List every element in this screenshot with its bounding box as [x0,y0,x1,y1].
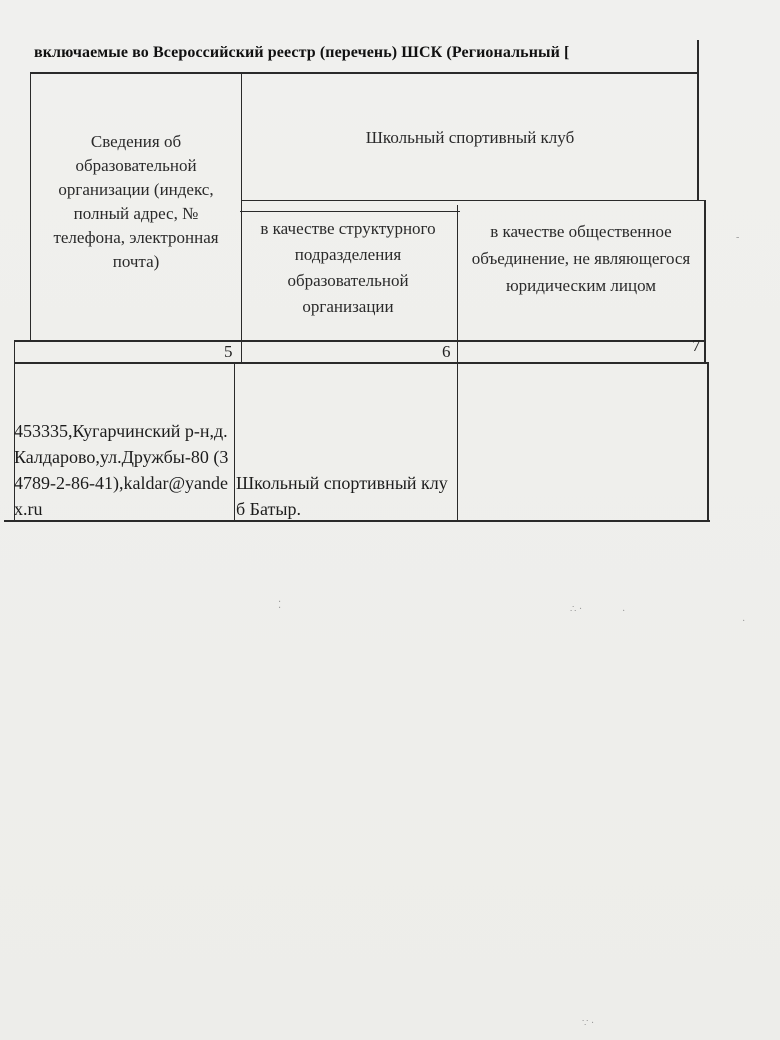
numbers-row-bottom [14,362,708,364]
col5-right-border-lower [234,362,235,520]
paper-speck: ⁚ [278,600,282,611]
header-public-association: в качестве общественное объединение, не являющегося юридическим лицом [471,222,691,295]
paper-speck: ∴ · [570,604,583,615]
column-number-6: 6 [442,342,451,361]
table-right-border [697,40,699,200]
paper-speck: · [742,616,746,627]
header-organization-info: Сведения об образовательной организации (индекс, полный адрес, № телефона, электронная почта) [53,132,219,271]
table-top-border [30,72,698,74]
organization-info-cell: 453335,Кугарчинский р-н,д.Калдарово,ул.Дружбы-80 (34789-2-86-41),kaldar@yandex.ru [14,421,229,519]
col6-right-border [457,205,458,520]
numbers-row-top [14,340,706,342]
paper-speck: - [736,232,740,243]
header-structural-unit: в качестве структурного подразделения образовательной организации [260,219,436,316]
header-school-sports-club: Школьный спортивный клуб [365,128,575,147]
paper-speck: · [622,606,626,617]
structural-unit-cell: Школьный спортивный клуб Батыр. [236,473,448,519]
document-heading: включаемые во Всероссийский реестр (перечень) ШСК (Региональный [ [34,44,570,61]
paper-speck: ∵ · [582,1018,595,1029]
column-number-7: 7 [692,336,701,355]
table-left-border [30,72,31,340]
table-right-border-lower [707,362,709,522]
table-right-border-mid [704,200,706,364]
header-divider-lower [240,211,460,212]
col5-right-border [241,72,242,362]
header-divider [242,200,704,201]
column-number-5: 5 [224,342,233,361]
